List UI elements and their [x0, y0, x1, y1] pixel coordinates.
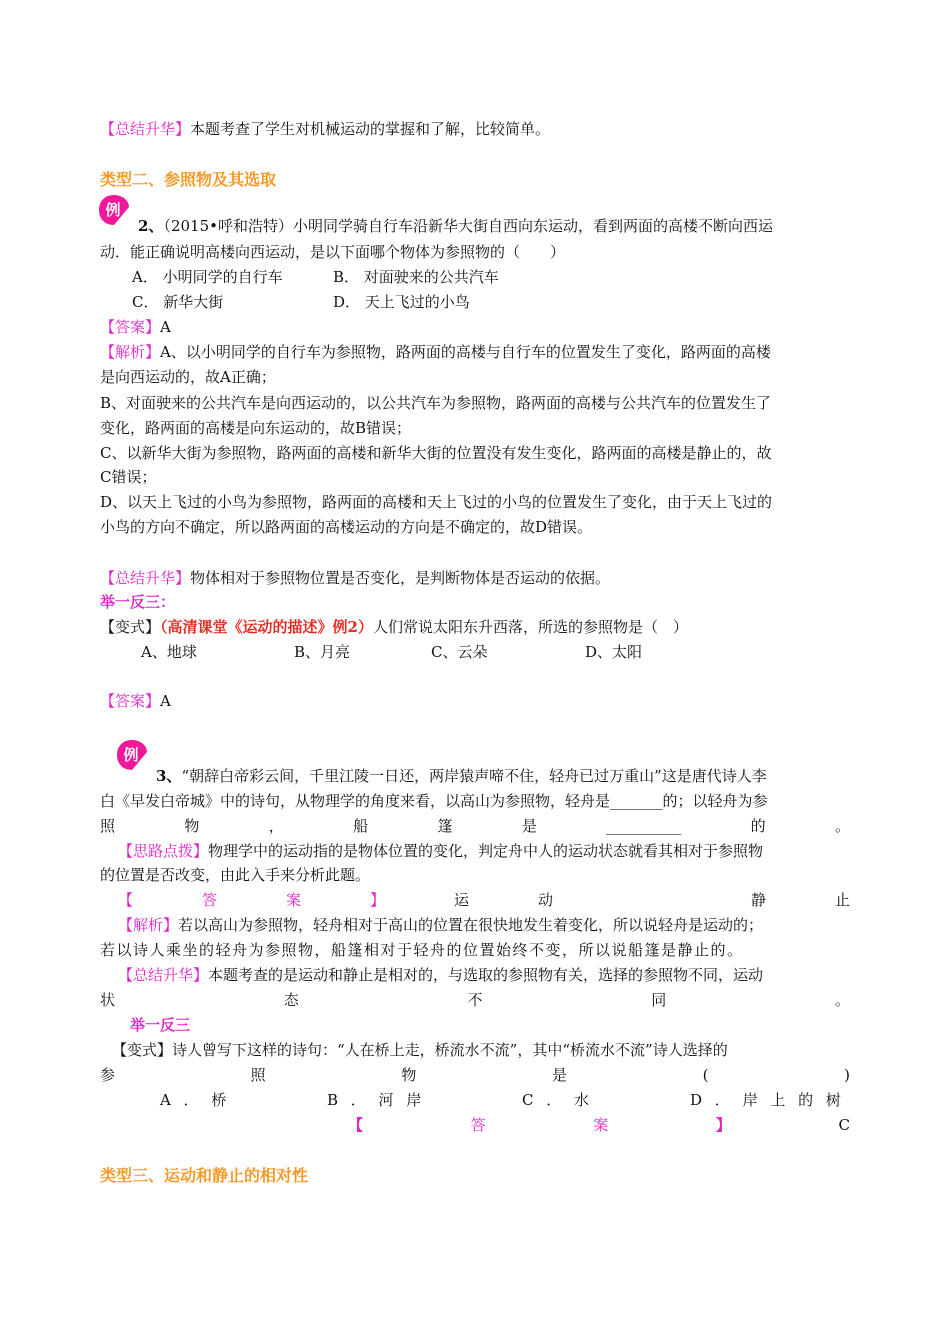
q2-analysis-5: C、以新华大街为参照物，路两面的高楼和新华大街的位置没有发生变化，路两面的高楼是静止的，故	[100, 444, 772, 462]
svg-text:例: 例	[123, 746, 139, 764]
q2-option-b: B． 对面驶来的公共汽车	[333, 268, 499, 286]
q3-summary-1: 【总结升华】本题考查的是运动和静止是相对的，与选取的参照物有关，选择的参照物不同，运动	[118, 966, 764, 984]
q2-analysis-4: 变化，路两面的高楼是向东运动的，故B错误；	[100, 419, 412, 437]
q2-analysis-2: 是向西运动的，故A正确；	[100, 368, 276, 386]
q2-option-c: C． 新华大街	[132, 293, 224, 311]
q3-line-2: 白《早发白帝城》中的诗句，从物理学的角度来看，以高山为参照物，轻舟是_______的；以轻舟为参	[100, 792, 768, 810]
variant-2-option-a: A ． 桥	[160, 1091, 231, 1109]
q3-analysis-2: 若以诗人乘坐的轻舟为参照物，船篷相对于轻舟的位置始终不变，所以说船篷是静止的。	[100, 941, 744, 959]
q2-analysis-3: B、对面驶来的公共汽车是向西运动的，以公共汽车为参照物，路两面的高楼与公共汽车的位置发生了	[100, 394, 772, 412]
variant-2-line-1: 【变式】诗人曾写下这样的诗句：“人在桥上走，桥流水不流”，其中“桥流水不流”诗人选择的	[112, 1041, 728, 1059]
q3-line-1: 3、“朝辞白帝彩云间，千里江陵一日还，两岸猿声啼不住，轻舟已过万重山”这是唐代诗人李	[156, 767, 767, 785]
svg-text:例: 例	[105, 201, 121, 219]
variant-1-option-d: D、太阳	[585, 643, 643, 661]
variant-1-answer: 【答案】A	[100, 692, 171, 710]
q2-summary: 【总结升华】物体相对于参照物位置是否变化，是判断物体是否运动的依据。	[100, 569, 611, 587]
q2-line-1: 2、（2015•呼和浩特）小明同学骑自行车沿新华大街自西向东运动，看到两面的高楼不断向西运	[138, 217, 773, 235]
section-title-2: 类型二、参照物及其选取	[100, 170, 277, 189]
q2-analysis-7: D、以天上飞过的小鸟为参照物，路两面的高楼和天上飞过的小鸟的位置发生了变化，由于天上飞过的	[100, 493, 773, 511]
q3-answer: 【 答 案 】 运 动 静 止	[118, 891, 850, 909]
q3-hint-2: 的位置是否改变，由此入手来分析此题。	[100, 866, 371, 884]
practice-title: 举一反三：	[100, 593, 176, 611]
variant-2-answer: 【 答 案 】 C	[348, 1116, 850, 1134]
variant-1-question: 【变式】（高清课堂《运动的描述》例2）人们常说太阳东升西落，所选的参照物是（ ）	[100, 618, 688, 636]
q3-summary-2: 状 态 不 同 。	[100, 991, 850, 1009]
q2-analysis-8: 小鸟的方向不确定，所以路两面的高楼运动的方向是不确定的，故D错误。	[100, 518, 593, 536]
summary-line-1	[100, 119, 850, 139]
example-badge-icon	[115, 738, 149, 772]
summary-label: 【总结升华】	[100, 120, 191, 138]
section-title-3: 类型三、运动和静止的相对性	[100, 1166, 309, 1185]
practice-title-2: 举一反三	[130, 1016, 191, 1034]
summary-text: 本题考查了学生对机械运动的掌握和了解，比较简单。	[190, 120, 551, 138]
variant-2-option-b: B ． 河 岸	[327, 1091, 426, 1109]
variant-2-option-d: D ． 岸 上 的 树	[690, 1091, 845, 1109]
q2-line-2: 动．能正确说明高楼向西运动，是以下面哪个物体为参照物的（ ）	[100, 243, 566, 261]
q2-option-a: A． 小明同学的自行车	[132, 268, 283, 286]
example-badge-icon	[97, 193, 131, 227]
q2-answer: 【答案】A	[100, 318, 171, 336]
variant-2-line-2: 参 照 物 是 ( )	[100, 1066, 850, 1084]
variant-1-option-b: B、月亮	[294, 643, 351, 661]
variant-1-option-a: A、地球	[141, 643, 197, 661]
q2-analysis-6: C错误；	[100, 468, 157, 486]
variant-2-option-c: C ． 水	[522, 1091, 594, 1109]
q2-option-d: D． 天上飞过的小鸟	[333, 293, 470, 311]
q2-analysis-1: 【解析】A、以小明同学的自行车为参照物，路两面的高楼与自行车的位置发生了变化，路两面的高楼	[100, 343, 771, 361]
q3-line-3: 照 物 ， 船 篷 是 __________ 的 。	[100, 817, 850, 835]
variant-1-option-c: C、云朵	[431, 643, 488, 661]
q3-hint-1: 【思路点拨】物理学中的运动指的是物体位置的变化，判定舟中人的运动状态就看其相对于参照物	[118, 842, 764, 860]
q3-analysis-1: 【解析】若以高山为参照物，轻舟相对于高山的位置在很快地发生着变化，所以说轻舟是运动的；	[118, 916, 764, 934]
